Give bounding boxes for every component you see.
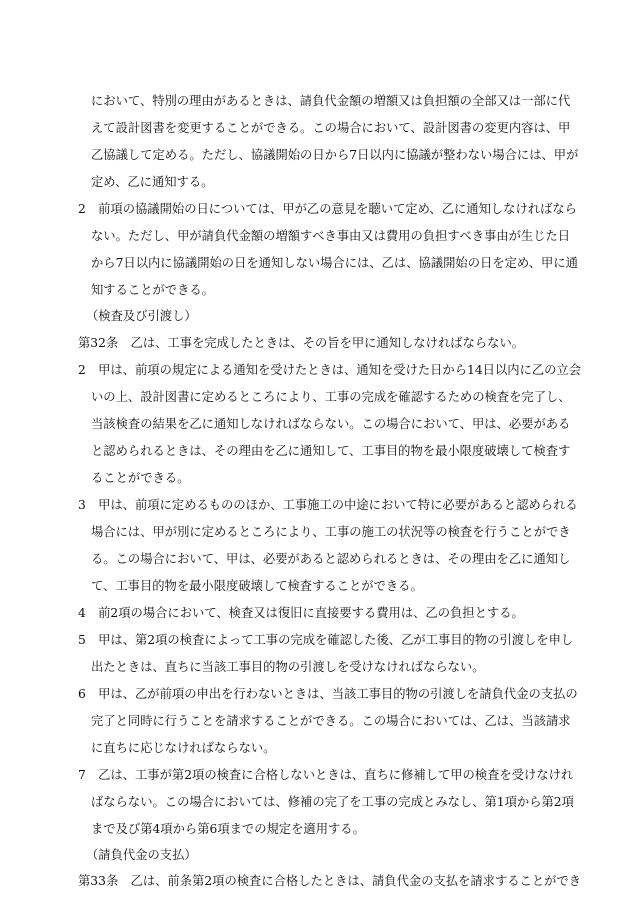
text-line: 乙協議して定める。ただし、協議開始の日から7日以内に協議が整わない場合には、甲が <box>91 148 579 162</box>
text-line: えて設計図書を変更することができる。この場合において、設計図書の変更内容は、甲 <box>91 121 571 135</box>
section-heading: （検査及び引渡し） <box>86 309 197 323</box>
text-line: 知することができる。 <box>91 283 214 297</box>
text-line: 完了と同時に行うことを請求することができる。この場合においては、乙は、当該請求 <box>91 714 571 728</box>
text-line: 場合には、甲が別に定めるところにより、工事の施工の状況等の検査を行うことができ <box>91 525 571 539</box>
text-line: から7日以内に協議開始の日を通知しない場合には、乙は、協議開始の日を定め、甲に通 <box>91 256 578 270</box>
text-line: て、工事目的物を最小限度破壊して検査することができる。 <box>91 579 423 593</box>
text-line: いの上、設計図書に定めるところにより、工事の完成を確認するための検査を完了し、 <box>91 390 571 404</box>
text-line: 定め、乙に通知する。 <box>91 175 214 189</box>
text-line: 5 甲は、第2項の検査によって工事の完成を確認した後、乙が工事目的物の引渡しを申し <box>78 633 574 647</box>
text-line: と認められるときは、その理由を乙に通知して、工事目的物を最小限度破壊して検査す <box>91 444 571 458</box>
text-line: 当該検査の結果を乙に通知しなければならない。この場合において、甲は、必要がある <box>91 417 571 431</box>
section-heading: （請負代金の支払） <box>86 848 197 862</box>
text-line: に直ちに応じなければならない。 <box>91 741 276 755</box>
text-line: 2 甲は、前項の規定による通知を受けたときは、通知を受けた日から14日以内に乙の立会 <box>78 363 582 377</box>
text-line: 3 甲は、前項に定めるもののほか、工事施工の中途において特に必要があると認められる <box>78 498 578 512</box>
text-line: まで及び第4項から第6項までの規定を適用する。 <box>91 822 365 836</box>
text-line: 6 甲は、乙が前項の申出を行わないときは、当該工事目的物の引渡しを請負代金の支払の <box>78 687 578 701</box>
text-line: ることができる。 <box>91 471 190 485</box>
text-line: ばならない。この場合においては、修補の完了を工事の完成とみなし、第1項から第2項 <box>91 795 574 809</box>
text-line: 2 前項の協議開始の日については、甲が乙の意見を聴いて定め、乙に通知しなければなら <box>78 202 577 216</box>
text-line: ない。ただし、甲が請負代金額の増額すべき事由又は費用の負担すべき事由が生じた日 <box>91 229 571 243</box>
article-heading: 第33条 乙は、前条第2項の検査に合格したときは、請負代金の支払を請求することができ <box>78 874 582 888</box>
text-line: において、特別の理由があるときは、請負代金額の増額又は負担額の全部又は一部に代 <box>91 94 571 108</box>
article-heading: 第32条 乙は、工事を完成したときは、その旨を甲に通知しなければならない。 <box>78 336 525 350</box>
text-line: 4 前2項の場合において、検査又は復旧に直接要する費用は、乙の負担とする。 <box>78 606 524 620</box>
text-line: 出たときは、直ちに当該工事目的物の引渡しを受けなければならない。 <box>91 660 485 674</box>
text-line: 7 乙は、工事が第2項の検査に合格しないときは、直ちに修補して甲の検査を受けなけれ <box>78 768 574 782</box>
text-line: る。この場合において、甲は、必要があると認められるときは、その理由を乙に通知し <box>91 552 571 566</box>
